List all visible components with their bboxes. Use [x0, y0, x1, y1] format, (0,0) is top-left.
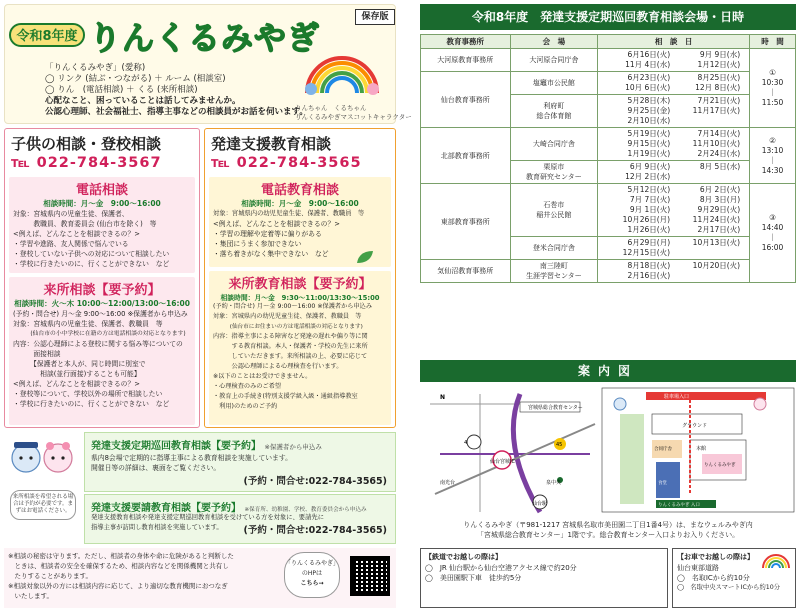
date-left: 6月16日(火)	[627, 50, 671, 59]
date-right: 2月24日(水)	[697, 149, 741, 158]
date-left: 9月15日(火)	[627, 139, 671, 148]
text-line: (予約・問合せ) 月～金 9:00～16:00 ※保護者から申込み	[13, 310, 188, 318]
date-right: 8月 3日(月)	[699, 195, 741, 204]
date-left: 9月 1日(火)	[629, 205, 671, 214]
right-panel	[420, 4, 796, 608]
text-line: <例えば、どんなことを相談できるの？>	[13, 380, 140, 388]
text-line: ・学習や進路、友人関係で悩んでいる	[13, 240, 129, 248]
dates-cell	[598, 237, 750, 260]
periodic-contact[interactable]: (予約・問合せ:022-784-3565)	[243, 476, 387, 487]
dev-phone-time: 相談時間：月～金 9:00～16:00	[241, 199, 359, 208]
footnotes: ※相談の秘密は守ります。ただし、相談者の身体や命に危険があると判断した ときは、相談者の安全を確保するため、相談内容などを関係機関と共有し たりすることがあります。 ※相談対象以外の方には相談内容に応じて、より適切な教育機関におつなぎ いたします。	[4, 548, 396, 608]
text-line: 対象：宮城県内の児童生徒、保護者、	[13, 210, 129, 218]
text-line: ・教育上の手続き(特別支援学級入級・通級指導教室	[213, 393, 358, 400]
text-line: (予約・問合せ) 月～金 9:00～16:00 ※保護者から申込み	[213, 303, 373, 310]
date-left: 10月26日(月)	[622, 215, 671, 224]
text-line: する教育相談。本人・保護者・学校の先生に来所	[213, 343, 368, 350]
venue-cell: 登米合同庁舎	[510, 237, 598, 260]
header-description	[45, 63, 308, 118]
text-line: 対象：宮城県内の幼児児童生徒、保護者、教職員 等	[213, 210, 365, 217]
schedule-row	[421, 49, 796, 72]
date-left: 7月 7日(火)	[629, 195, 671, 204]
rainbow-icon	[761, 553, 791, 569]
map-label-main: 本館	[696, 446, 707, 452]
date-left: 1月19日(火)	[627, 149, 671, 158]
map-label-ground: グラウンド	[682, 423, 708, 429]
text-line: ・登校していない子供への対応について相談したい	[13, 250, 170, 258]
text-line: ・学習の理解や定着等に偏りがある	[213, 230, 322, 238]
leaf-icon	[355, 249, 375, 265]
text-line: 相談(並行面接)することも可能】	[13, 370, 141, 378]
child-phone-section	[9, 177, 195, 273]
dates-cell	[598, 72, 750, 95]
date-left: 8月18日(火)	[627, 261, 671, 270]
header-line: ◯ りん (電話相談) ＋ くる (来所相談)	[45, 85, 198, 95]
dates-cell	[598, 184, 750, 237]
text-line: 対象：宮城県内の幼児児童生徒、保護者、教職員 等	[213, 313, 362, 320]
date-right: 10月20日(火)	[692, 261, 741, 270]
col-dates: 相 談 日	[598, 35, 750, 49]
text-line: ・学校に行きたいのに、行くことができない など	[13, 260, 170, 268]
date-right: 11月17日(火)	[692, 106, 741, 115]
access-car: 【お車でお越しの際は】 仙台東部道路 ◯ 名取ICから約10分 ◯ 名取中央スマートICから約10分	[672, 548, 796, 608]
schedule-row	[421, 72, 796, 95]
header-line: 公認心理師、社会福祉士、指導主事などの相談員がお話を伺います。	[45, 107, 308, 117]
dev-phone-title: 電話教育相談	[260, 183, 339, 198]
dates-cell	[598, 95, 750, 128]
schedule-title: 令和8年度 発達支援定期巡回教育相談会場・日時	[420, 4, 796, 30]
date-left: 9月25日(金)	[627, 106, 671, 115]
schedule-row	[421, 128, 796, 161]
date-right: 2月17日(火)	[697, 225, 741, 234]
left-panel	[4, 4, 412, 608]
text-line: 公認心理師による心理検査を行います。	[213, 363, 343, 370]
map-label-north: N	[440, 394, 446, 401]
text-line: ・登校等について、学校以外の場所で相談したい	[13, 390, 163, 398]
date-right: 7月14日(火)	[697, 129, 741, 138]
child-visit-title: 来所相談【要予約】	[43, 283, 161, 298]
header-line: ◯ リンク (結ぶ・つながる) ＋ ルーム (相談室)	[45, 74, 226, 84]
mascot-caption: りんちゃん くるちゃん	[295, 104, 367, 112]
map-label-goudou: 合同庁舎	[654, 447, 672, 452]
year-badge: 令和8年度	[9, 23, 85, 47]
qr-code[interactable]	[350, 556, 390, 596]
date-left: 6月23日(火)	[627, 73, 671, 82]
child-visit-time: 相談時間：火～木 10:00～12:00/13:00～16:00	[14, 299, 190, 308]
date-left: 5月12日(火)	[627, 185, 671, 194]
date-left: 2月10日(水)	[627, 116, 671, 125]
date-left: 11月 4日(水)	[625, 60, 671, 69]
map-label-park: 駐車場入口	[664, 394, 690, 400]
mascot-icon	[4, 434, 80, 478]
date-right: 9月29日(火)	[697, 205, 741, 214]
col-venue: 会 場	[510, 35, 598, 49]
dates-cell	[598, 161, 750, 184]
header-line: 「りんくるみやぎ」(愛称)	[45, 63, 146, 73]
date-right: 8月25日(火)	[697, 73, 741, 82]
text-line: ・学校に行きたいのに、行くことができない など	[13, 400, 170, 408]
office-cell: 大河原教育事務所	[421, 49, 511, 72]
access-map	[420, 384, 796, 516]
date-left: 2月16日(火)	[627, 271, 671, 280]
venue-cell: 栗原市 教育研究センター	[510, 161, 598, 184]
date-right: 6月 2日(火)	[699, 185, 741, 194]
date-right: 12月 8日(火)	[695, 83, 741, 92]
homepage-bubble[interactable]: 「りんくるみやぎ」 のHPは こちら→	[284, 552, 340, 598]
text-line: (仙台市の小中学校に在籍の方は電話相談の対応となります)	[13, 331, 186, 337]
date-right: 9月 9日(水)	[699, 50, 741, 59]
venue-cell: 南三陸町 生涯学習センター	[510, 260, 598, 283]
venue-cell: 大崎合同庁舎	[510, 128, 598, 161]
date-right: 11月10日(火)	[692, 139, 741, 148]
schedule-row	[421, 184, 796, 237]
text-line: ・落ち着きがなく集中できない など	[213, 250, 329, 258]
map-label-station: 仙台駅	[532, 501, 548, 507]
brand-title: りんくるみやぎ	[89, 19, 321, 57]
date-right: 11月24日(火)	[692, 215, 741, 224]
map-label-entrance: りんくるみやぎ 入口	[658, 503, 700, 508]
schedule-row	[421, 260, 796, 283]
col-office: 教育事務所	[421, 35, 511, 49]
office-cell: 仙台教育事務所	[421, 72, 511, 128]
periodic-consultation-box	[84, 432, 396, 492]
dates-cell	[598, 260, 750, 283]
text-line: 内容：公認心理師による登校に関する悩み等についての	[13, 340, 183, 348]
map-label-route4: 4	[464, 440, 468, 446]
text-line: <例えば、どんなことを相談できるの？>	[213, 220, 340, 228]
text-line: 内容：指導主事による障害など発達の遅れや偏り等に関	[213, 333, 368, 340]
developmental-consultation-box	[204, 128, 396, 428]
text-line: ・心理検査のみのご希望	[213, 383, 282, 390]
date-right: 7月21日(火)	[697, 96, 741, 105]
map-label-izumi: 泉中央	[546, 480, 562, 486]
map-label-ic: 仙台宮城IC	[490, 459, 515, 465]
text-line: 面接相談	[13, 350, 61, 358]
dev-visit-section	[209, 271, 391, 425]
time-cell: ② 13:10 ｜ 14:30	[750, 128, 796, 184]
request-consultation-box	[84, 494, 396, 544]
date-left: 12月 2日(水)	[625, 172, 671, 181]
child-visit-section	[9, 277, 195, 425]
dev-box-tel[interactable]: ℡ 022-784-3565	[211, 155, 362, 171]
text-line: 教職員、教育委員会 (仙台市を除く) 等	[13, 220, 157, 228]
storage-label: 保存版	[355, 9, 395, 25]
map-label-nankoudai: 南光台	[440, 480, 456, 486]
child-phone-time: 相談時間：月～金 9:00～16:00	[43, 199, 161, 208]
venue-cell: 大河原合同庁舎	[510, 49, 598, 72]
header-line: 心配なこと、困っていることは話してみませんか。	[45, 96, 241, 106]
request-title: 発達支援要請教育相談【要予約】 ※保育所、幼稚園、学校、教育委員会から申込み	[91, 503, 367, 514]
date-left: 6月29日(月)	[627, 238, 671, 247]
mascot-sub: りんくるみやぎマスコットキャラクター	[295, 113, 412, 121]
office-cell: 東部教育事務所	[421, 184, 511, 260]
date-left: 5月19日(火)	[627, 129, 671, 138]
schedule-table	[420, 34, 796, 283]
request-body: 発達支援教育相談や発達支援定期巡回教育相談を受けている方を対象に、要請先に 指導主事が訪問し教育相談を実施しています。	[91, 514, 324, 531]
venue-cell: 石巻市 稲井公民館	[510, 184, 598, 237]
map-label-meal: 食堂	[658, 481, 667, 486]
request-contact[interactable]: (予約・問合せ:022-784-3565)	[243, 525, 387, 536]
time-cell: ① 10:30 ｜ 11:50	[750, 49, 796, 128]
access-rail: 【鉄道でお越しの際は】 ◯ JR 仙台駅から仙台空港アクセス線で約20分 ◯ 美田園駅下車 徒歩約5分	[420, 548, 668, 608]
periodic-title: 発達支援定期巡回教育相談【要予約】 ※保護者から申込み	[91, 441, 322, 452]
map-title: 案内図	[420, 360, 796, 382]
dates-cell	[598, 128, 750, 161]
child-box-title: 子供の相談・登校相談	[11, 135, 162, 153]
text-line: ・集団にうまく参加できない	[213, 240, 302, 248]
child-box-tel[interactable]: ℡ 022-784-3567	[11, 155, 162, 171]
periodic-body: 県内8会場で定期的に指導主事による教育相談を実施しています。 開催日等の詳細は、裏面をご覧ください。	[91, 454, 292, 472]
map-label-rinkuru: りんくるみやぎ	[704, 463, 736, 468]
date-right: 10月13日(火)	[692, 238, 741, 247]
office-cell: 気仙沼教育事務所	[421, 260, 511, 283]
date-left: 10月 6日(火)	[625, 83, 671, 92]
dates-cell	[598, 49, 750, 72]
office-cell: 北部教育事務所	[421, 128, 511, 184]
date-left: 5月28日(木)	[627, 96, 671, 105]
date-right: 1月12日(火)	[697, 60, 741, 69]
address-block: りんくるみやぎ（〒981-1217 宮城県名取市美田園二丁目1番4号）は、まなウェルみやぎ内 「宮城県総合教育センター」1階です。総合教育センター入口よりお入りください。	[463, 521, 753, 539]
venue-cell: 塩竈市公民館	[510, 72, 598, 95]
header-panel	[4, 4, 412, 124]
date-right: 8月 5日(水)	[699, 162, 741, 171]
map-label-center: 宮城県総合教育センター	[528, 405, 583, 411]
map-label-route45: 45	[556, 442, 563, 448]
text-line: 対象：宮城県内の児童生徒、保護者、教職員 等	[13, 320, 163, 328]
dev-visit-title: 来所教育相談【要予約】	[228, 277, 372, 292]
time-cell: ③ 14:40 ｜ 16:00	[750, 184, 796, 283]
text-line: 【保護者と本人が、同じ時間に別室で	[13, 360, 146, 368]
rainbow-icon	[303, 51, 381, 95]
date-left: 1月26日(火)	[627, 225, 671, 234]
text-line: (仙台市にお住まいの方は電話相談の対応となります)	[213, 324, 363, 330]
dev-box-title: 発達支援教育相談	[211, 135, 332, 153]
child-consultation-box	[4, 128, 200, 428]
text-line: 利用)のためのご予約	[213, 403, 278, 410]
venue-cell: 利府町 総合体育館	[510, 95, 598, 128]
text-line: していただきます。来所相談の上、必要に応じて	[213, 353, 368, 360]
dev-visit-time: 相談時間：月～金 9:30～11:00/13:30～15:00	[220, 294, 380, 302]
reservation-callout: 来所相談を希望される場合は予約が必要です。まずはお電話ください。	[10, 490, 76, 520]
text-line: ※以下のことはお受けできません。	[213, 373, 312, 380]
child-phone-title: 電話相談	[75, 183, 128, 198]
date-left: 6月 9日(火)	[629, 162, 671, 171]
text-line: <例えば、どんなことを相談できるの？>	[13, 230, 140, 238]
col-times: 時 間	[750, 35, 796, 49]
date-left: 12月15日(火)	[622, 248, 671, 257]
